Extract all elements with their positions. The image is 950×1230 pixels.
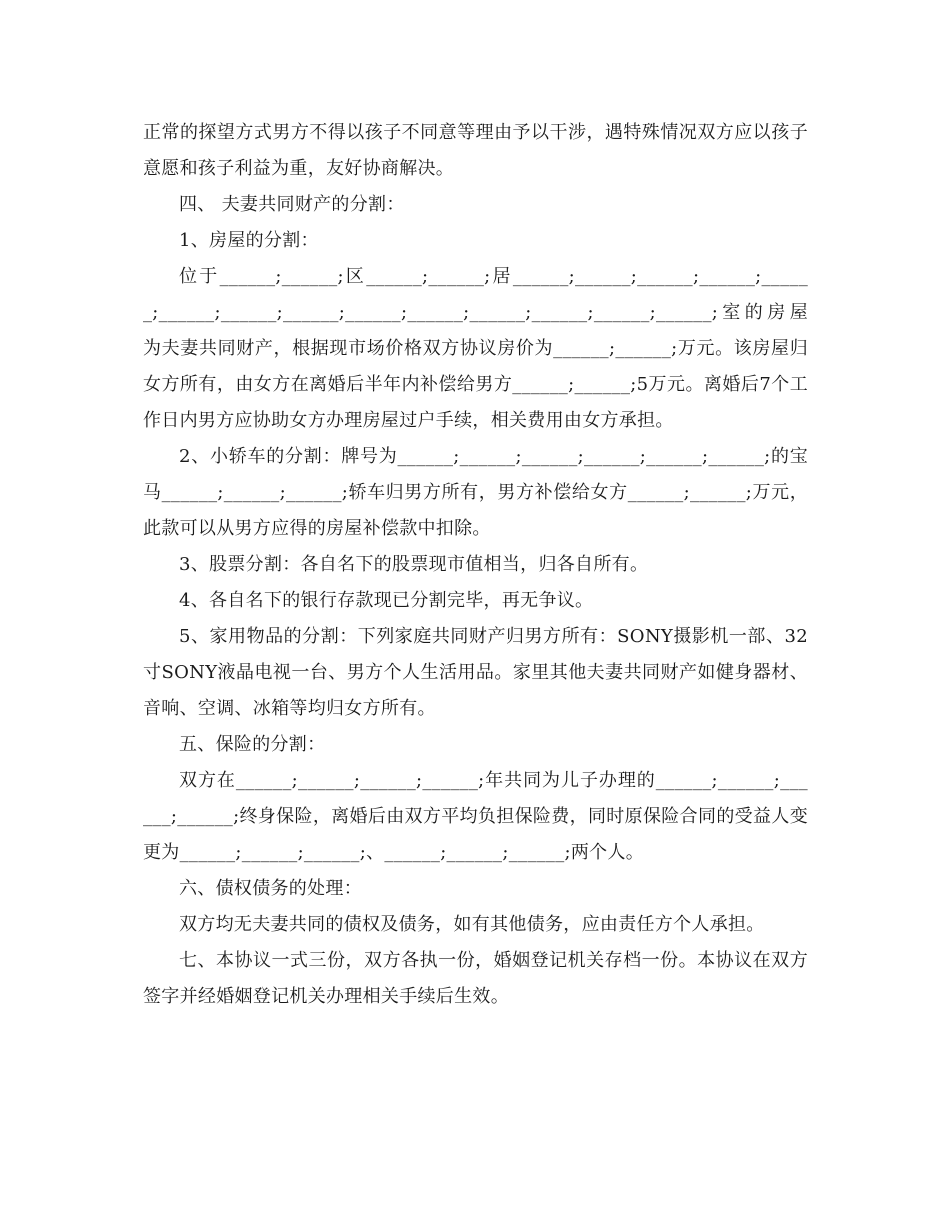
paragraph-bank-deposits: 4、各自名下的银行存款现已分割完毕，再无争议。 [179,590,594,611]
paragraph-debts: 双方均无夫妻共同的债权及债务，如有其他债务，应由责任方个人承担。 [179,914,765,935]
heading-insurance-division: 五、保险的分割： [179,734,326,755]
heading-debts: 六、债权债务的处理： [179,878,362,899]
heading-house-division: 1、房屋的分割： [179,230,319,251]
paragraph-stock-division: 3、股票分割：各自名下的股票现市值相当，归各自所有。 [179,554,649,575]
document-body [143,115,808,1015]
paragraph-car-division: 2、小轿车的分割：牌号为______;______;______;______;______;______;的宝马______;______;______;轿车归男方所有，男方补偿给女方______;______;万元，此款可以从男方应得的房屋补偿款中扣除。 [143,446,808,539]
paragraph-visitation-continuation: 正常的探望方式男方不得以孩子不同意等理由予以干涉，遇特殊情况双方应以孩子意愿和孩子利益为重，友好协商解决。 [143,122,808,179]
heading-property-division: 四、 夫妻共同财产的分割： [179,194,405,215]
paragraph-house-division: 位于______;______;区______;______;居______;______;______;______;______;______;______;______;______;______;______;______;______;______;室的房屋为夫妻共同财产，根据现市场价格双方协议房价为______;______;万元。该房屋归女方所有，由女方在离婚后半年内补偿给男方______;______;5万元。离婚后7个工作日内男方应协助女方办理房屋过户手续，相关费用由女方承担。 [143,266,808,431]
paragraph-insurance-division: 双方在______;______;______;______;年共同为儿子办理的______;______;______;______;终身保险，离婚后由双方平均负担保险费，同时原保险合同的受益人变更为______;______;______;、______;______;______;两个人。 [143,770,808,863]
paragraph-household-items: 5、家用物品的分割：下列家庭共同财产归男方所有：SONY摄影机一部、32寸SONY液晶电视一台、男方个人生活用品。家里其他夫妻共同财产如健身器材、音响、空调、冰箱等均归女方所有。 [143,626,808,719]
paragraph-agreement-copies: 七、本协议一式三份，双方各执一份，婚姻登记机关存档一份。本协议在双方签字并经婚姻登记机关办理相关手续后生效。 [143,950,808,1007]
